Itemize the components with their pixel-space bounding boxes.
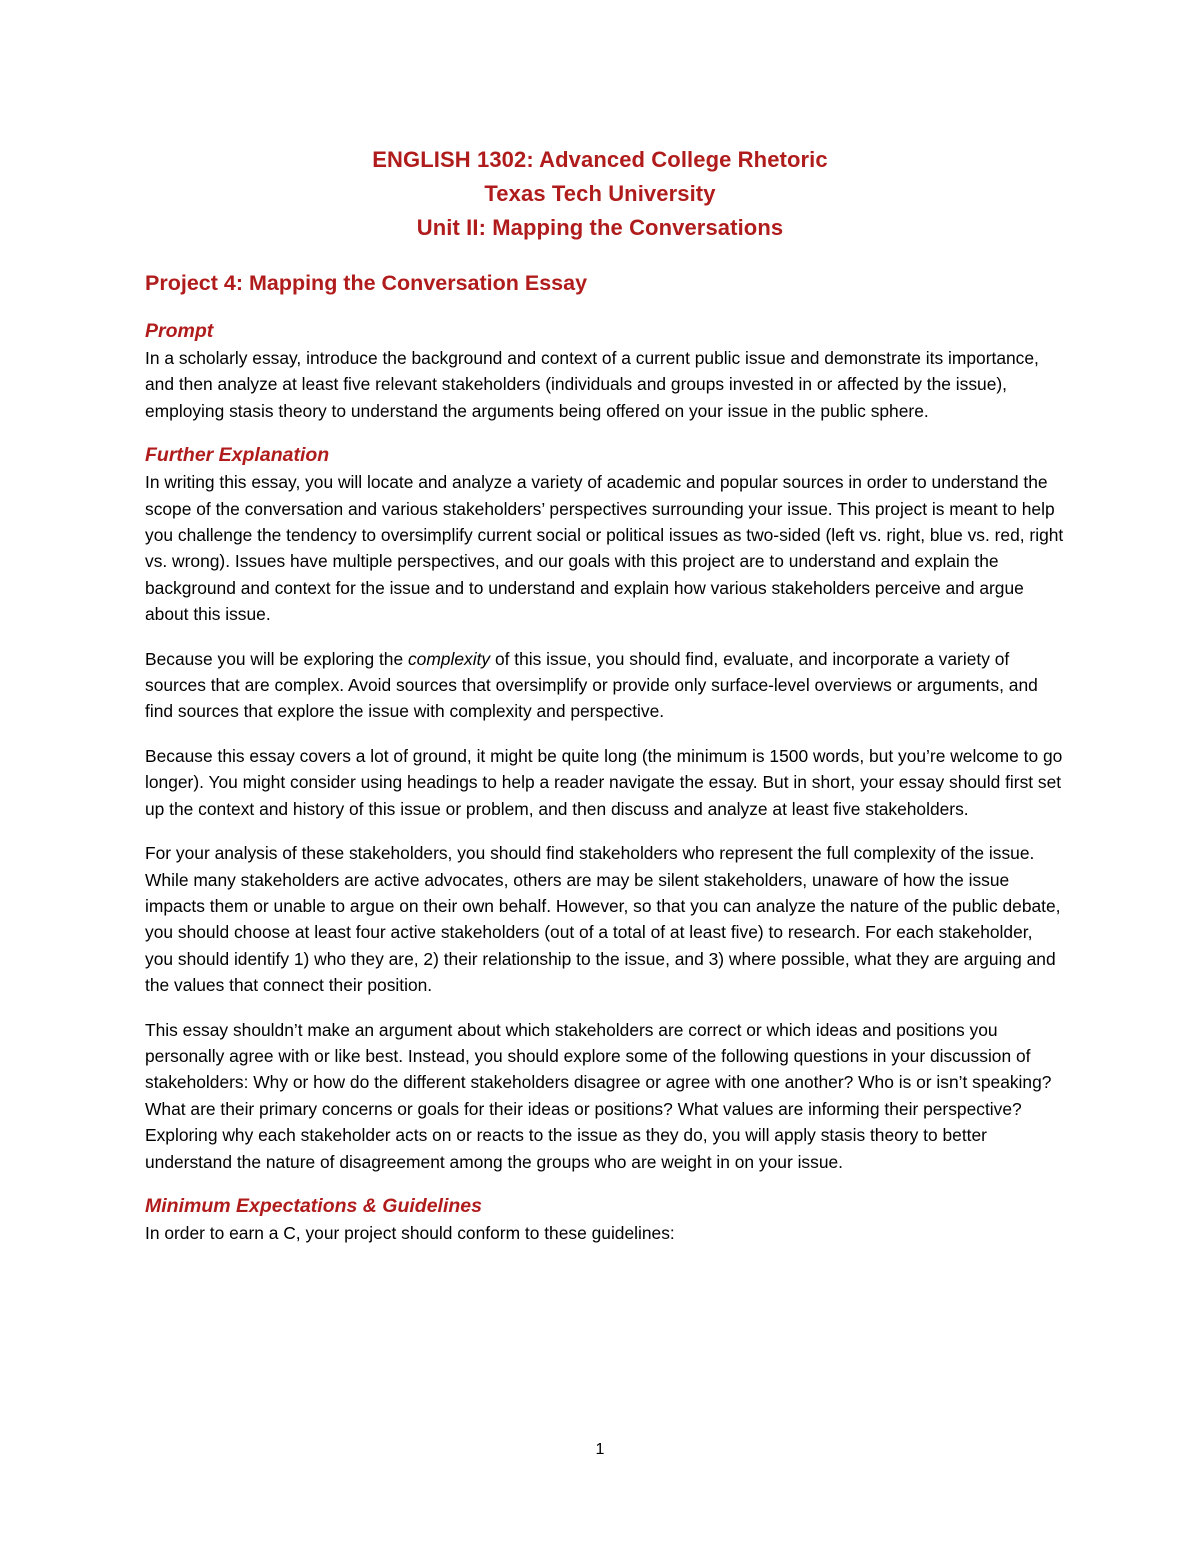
further-paragraph-1: In writing this essay, you will locate and analyze a variety of academic and popular sources in order to understand the scope of the conversation and various stakeholders’ perspectives surrounding your issue. This project is meant to help you challenge the tendency to oversimplify current social or political issues as two-sided (left vs. right, blue vs. red, right vs. wrong). Issues have multiple perspectives, and our goals with this project are to understand and explain the background and context for the issue and to understand and explain how various stakeholders perceive and argue about this issue. bbox=[145, 472, 1064, 625]
prompt-paragraph: In a scholarly essay, introduce the background and context of a current public issue and demonstrate its importance, and then analyze at least five relevant stakeholders (individuals and groups invested in or affected by the issue), employing stasis theory to understand the arguments being offered on your issue in the public sphere. bbox=[145, 348, 1039, 421]
further-paragraph-4: For your analysis of these stakeholders, you should find stakeholders who represent the full complexity of the issue. While many stakeholders are active advocates, others are may be silent stakeholders, unaware of how the issue impacts them or unable to argue on their own behalf. However, so that you can analyze the nature of the public debate, you should choose at least four active stakeholders (out of a total of at least five) to research. For each stakeholder, you should identify 1) who they are, 2) their relationship to the issue, and 3) where possible, what they are arguing and the values that connect their position. bbox=[145, 843, 1061, 996]
document-body bbox=[145, 268, 1065, 1246]
further-paragraph-5: This essay shouldn’t make an argument about which stakeholders are correct or which ideas and positions you personally agree with or like best. Instead, you should explore some of the following questions in your discussion of stakeholders: Why or how do the different stakeholders disagree or agree with one another? Who is or isn’t speaking? What are their primary concerns or goals for their ideas or positions? What values are informing their perspective? Exploring why each stakeholder acts on or reacts to the issue as they do, you will apply stasis theory to better understand the nature of disagreement among the groups who are weight in on your issue. bbox=[145, 1019, 1052, 1172]
university-name: Texas Tech University bbox=[484, 181, 716, 206]
prompt-heading: Prompt bbox=[145, 320, 214, 342]
further-paragraph-2-start: Because you will be exploring the bbox=[145, 648, 408, 669]
page-number: 1 bbox=[595, 1441, 605, 1458]
further-paragraph-3: Because this essay covers a lot of ground, it might be quite long (the minimum is 1500 words, but you’re welcome to go longer). You might consider using headings to help a reader navigate the essay. But in short, your essay should first set up the context and history of this issue or problem, and then discuss and analyze at least five stakeholders. bbox=[145, 745, 1063, 819]
minimum-expectations-section bbox=[145, 1193, 1065, 1246]
minimum-expectations-paragraph: In order to earn a C, your project should conform to these guidelines: bbox=[145, 1222, 675, 1243]
unit-title: Unit II: Mapping the Conversations bbox=[416, 215, 784, 240]
course-title: ENGLISH 1302: Advanced College Rhetoric bbox=[372, 147, 828, 172]
further-paragraph-2 bbox=[145, 646, 1065, 725]
further-paragraph-2-end: of this issue, you should find, evaluate, and incorporate a variety of sources that are complex. Avoid sources that oversimplify or provide only surface-level overviews or arguments, and find sources that explore the issue with complexity and perspective. bbox=[145, 648, 1038, 722]
minimum-expectations-heading: Minimum Expectations & Guidelines bbox=[145, 1194, 482, 1217]
project-title: Project 4: Mapping the Conversation Essay bbox=[145, 271, 588, 295]
prompt-section bbox=[145, 318, 1065, 424]
document-header bbox=[0, 143, 1200, 245]
complexity-emphasis: complexity bbox=[407, 648, 491, 669]
further-explanation-section bbox=[145, 442, 1065, 1175]
further-explanation-heading: Further Explanation bbox=[145, 444, 330, 467]
